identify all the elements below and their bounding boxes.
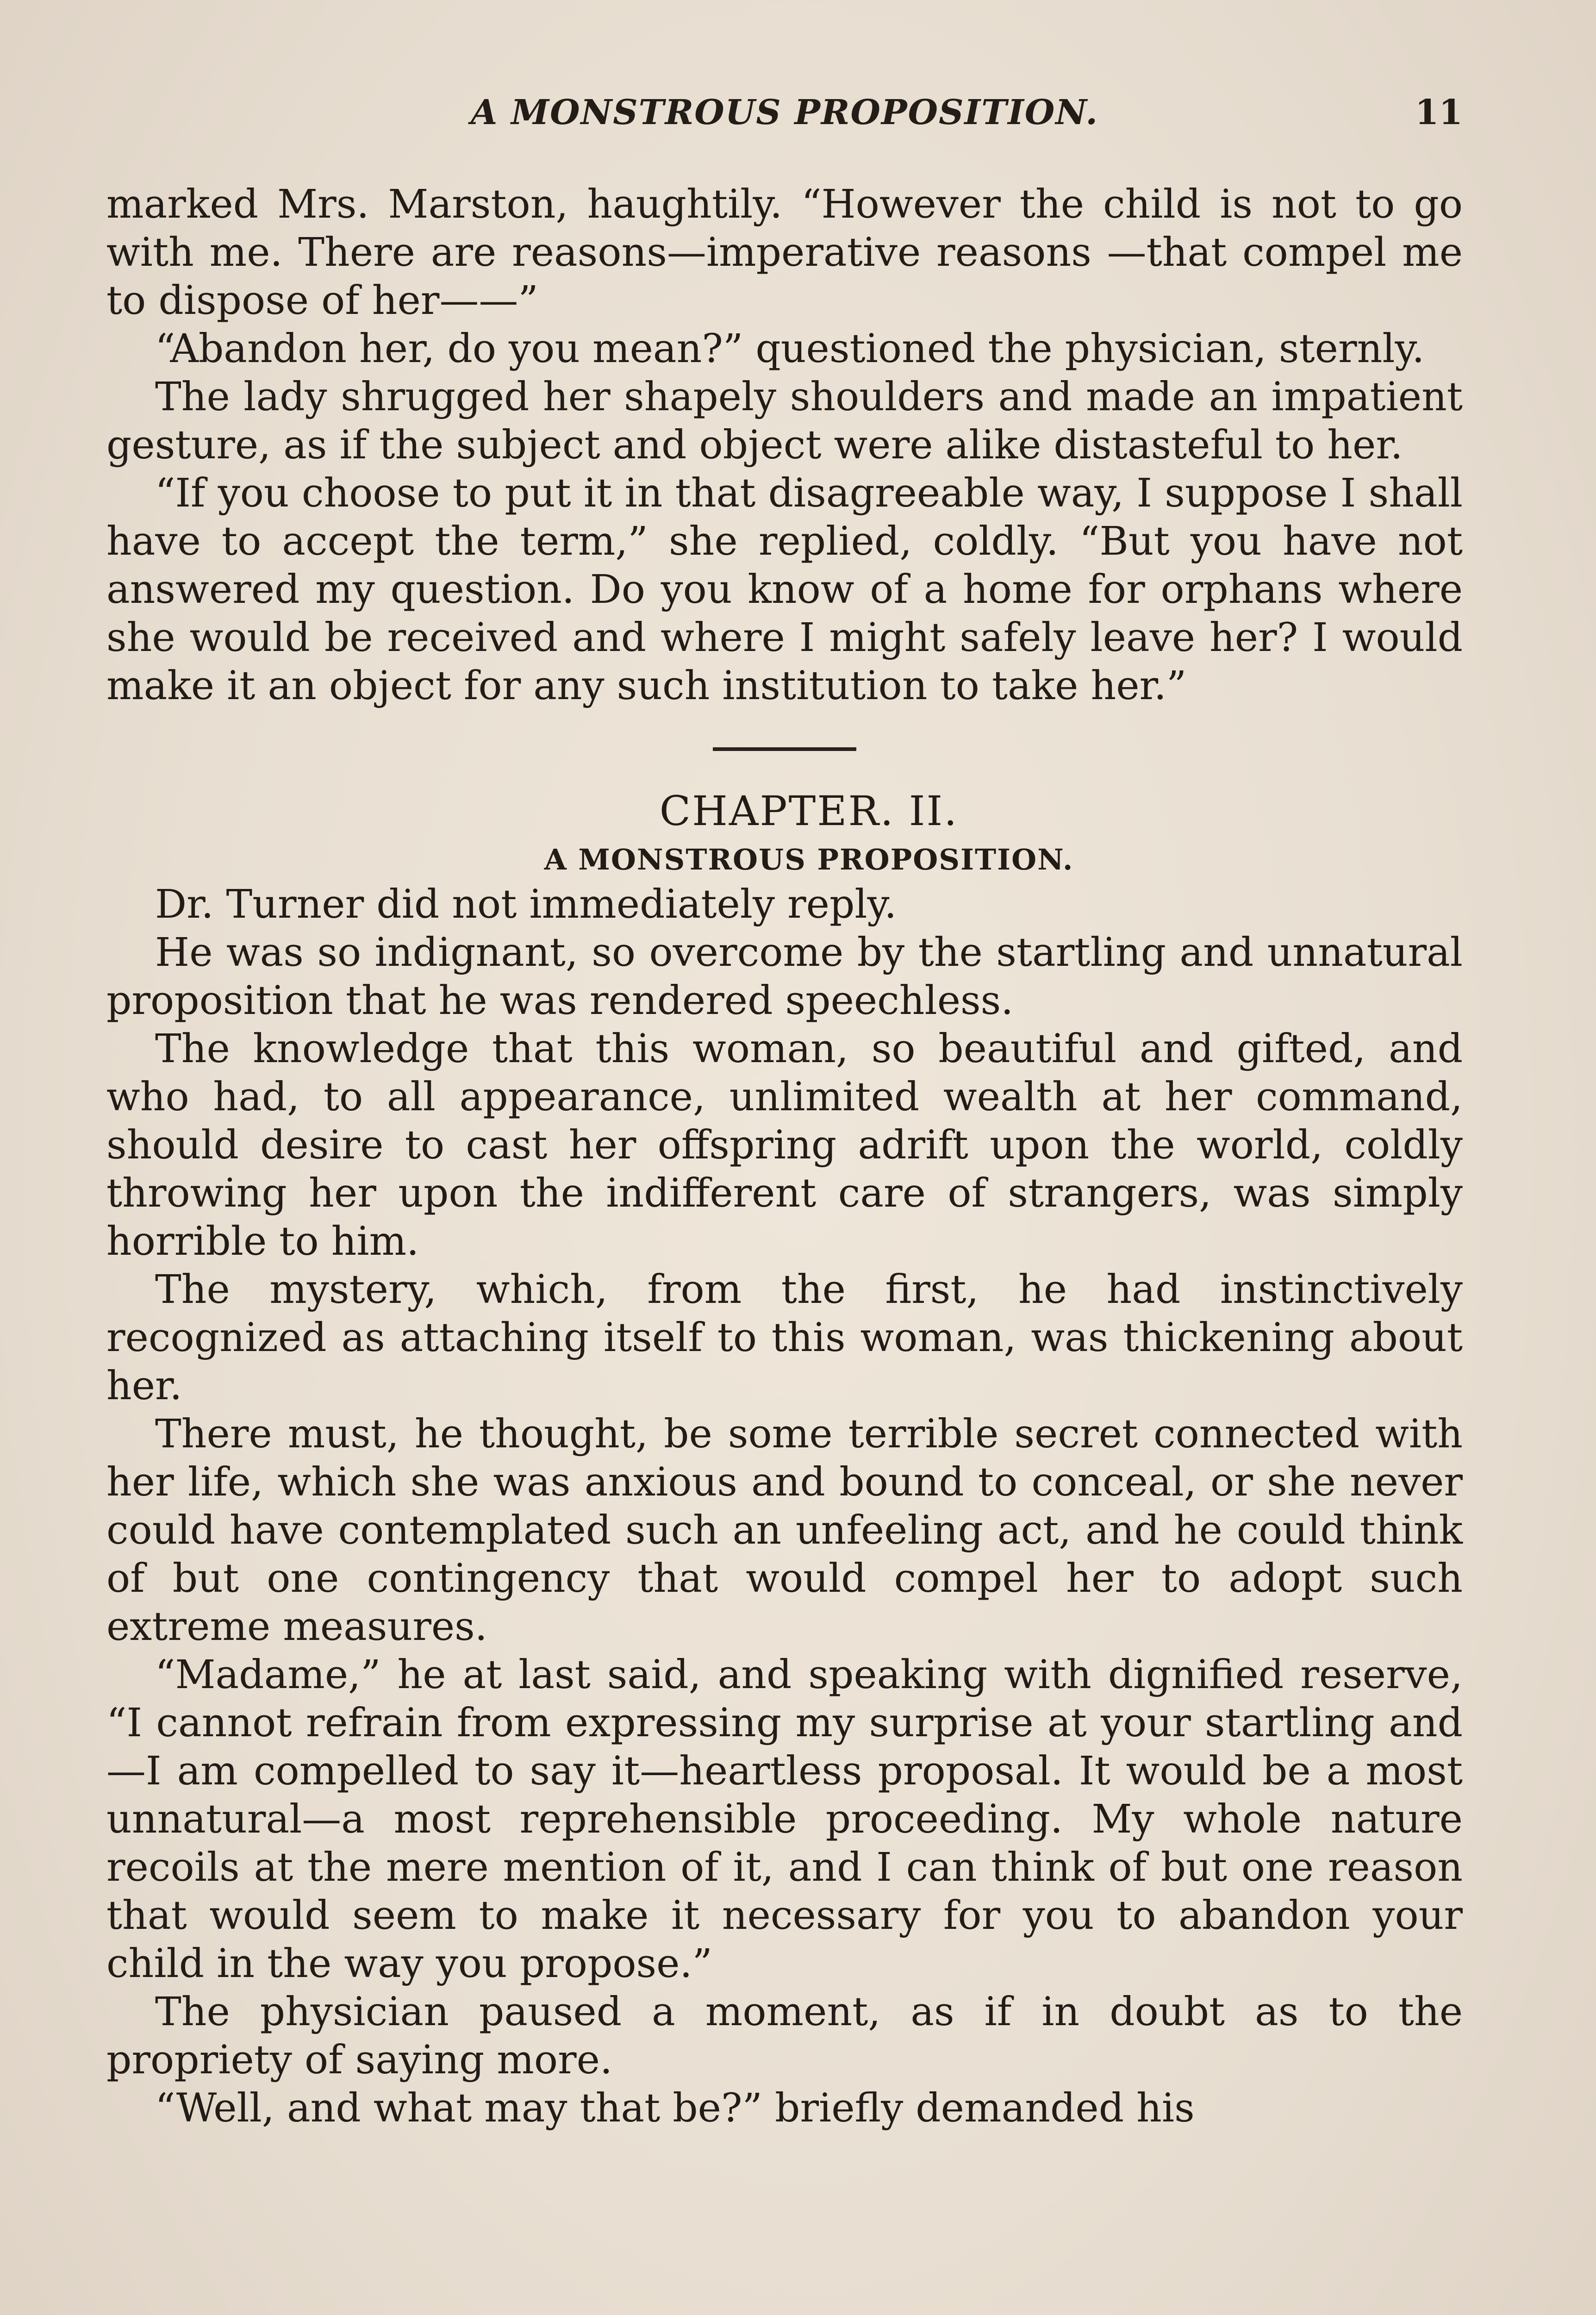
paragraph: marked Mrs. Marston, haughtily. “However the child is not to go with me. There are reasons—imperative reasons —that compel me to dispose of her——” [106,181,1463,324]
section-rule [713,747,856,751]
paragraph: The mystery, which, from the first, he had instinctively recognized as attaching itself to this woman, was thickening about her. [106,1267,1463,1409]
paragraph: “Abandon her, do you mean?” questioned the physician, sternly. [155,326,1425,372]
paragraph: “Well, and what may that be?” briefly demanded his [155,2085,1195,2131]
running-head [106,93,1463,144]
chapter-heading: CHAPTER. II. [659,787,959,835]
paragraph: The lady shrugged her shapely shoulders and made an impatient gesture, as if the subject and object were alike distasteful to her. [106,374,1463,468]
paragraph: The knowledge that this woman, so beautiful and gifted, and who had, to all appearance, unlimited wealth at her command, should desire to cast her offspring adrift upon the world, coldly throwing her upon the indifferent care of strangers, was simply horrible to him. [106,1026,1463,1264]
running-title: A MONSTROUS PROPOSITION. [471,93,1098,132]
paragraph: He was so indignant, so overcome by the startling and unnatural proposition that he was rendered speechless. [106,930,1463,1024]
body-text [106,181,1463,2133]
paragraph: The physician paused a moment, as if in doubt as to the propriety of saying more. [106,1989,1463,2083]
paragraph: “Madame,” he at last said, and speaking with dignified reserve, “I cannot refrain from expressing my surprise at your startling and—I am compelled to say it—heartless proposal. It would be a most unnatural—a most reprehensible proceeding. My whole nature recoils at the mere mention of it, and I can think of but one reason that would seem to make it necessary for you to abandon your child in the way you propose.” [106,1652,1463,1987]
chapter-subtitle: A MONSTROUS PROPOSITION. [544,843,1074,876]
paragraph: There must, he thought, be some terrible secret connected with her life, which she was anxious and bound to conceal, or she never could have contemplated such an unfeeling act, and he could think of but one contingency that would compel her to adopt such extreme measures. [106,1411,1463,1650]
paragraph: “If you choose to put it in that disagreeable way, I suppose I shall have to accept the term,” she replied, coldly. “But you have not answered my question. Do you know of a home for orphans where she would be received and where I might safely leave her? I would make it an object for any such institution to take her.” [106,470,1463,709]
page-number: 11 [1415,93,1463,132]
paragraph: Dr. Turner did not immediately reply. [155,882,897,927]
